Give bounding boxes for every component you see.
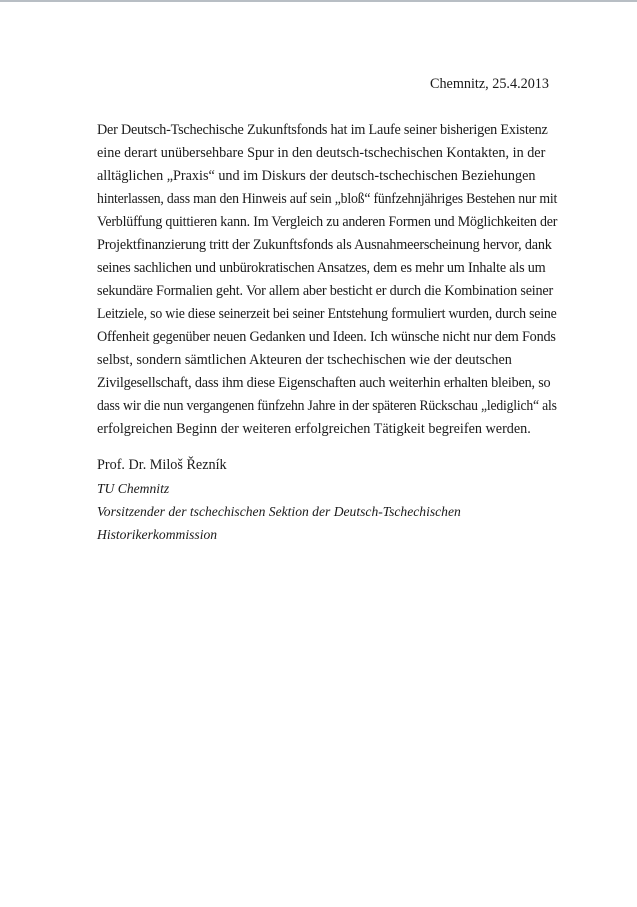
signatory-role-line-1: Vorsitzender der tschechischen Sektion der Deutsch-Tschechischen (97, 504, 461, 519)
paragraph-line: Zivilgesellschaft, dass ihm diese Eigenschaften auch weiterhin erhalten bleiben, so (97, 375, 551, 391)
paragraph-line: Offenheit gegenüber neuen Gedanken und Ideen. Ich wünsche nicht nur dem Fonds (97, 329, 556, 345)
paragraph-line: Projektfinanzierung tritt der Zukunftsfonds als Ausnahmeerscheinung hervor, dank (97, 237, 552, 253)
paragraph-line: sekundäre Formalien geht. Vor allem aber besticht er durch die Kombination seiner (97, 283, 554, 299)
paragraph-line: eine derart unübersehbare Spur in den deutsch-tschechischen Kontakten, in der (97, 145, 546, 161)
paragraph-line: Leitziele, so wie diese seinerzeit bei seiner Entstehung formuliert wurden, durch seine (97, 306, 557, 322)
signatory-name: Prof. Dr. Miloš Řezník (97, 457, 227, 473)
paragraph-line: erfolgreichen Beginn der weiteren erfolgreichen Tätigkeit begreifen werden. (97, 421, 531, 437)
paragraph-line: Verblüffung quittieren kann. Im Vergleich zu anderen Formen und Möglichkeiten der (97, 214, 558, 230)
signatory-institution: TU Chemnitz (97, 481, 170, 496)
letter-body-paragraph (97, 119, 557, 441)
paragraph-line: seines sachlichen und unbürokratischen Ansatzes, dem es mehr um Inhalte als um (97, 260, 546, 276)
paragraph-line: hinterlassen, dass man den Hinweis auf sein „bloß“ fünfzehnjähriges Bestehen nur mit (97, 191, 558, 207)
paragraph-line: Der Deutsch-Tschechische Zukunftsfonds hat im Laufe seiner bisherigen Existenz (97, 122, 548, 138)
paragraph-line: dass wir die nun vergangenen fünfzehn Jahre in der späteren Rückschau „lediglich“ als (97, 398, 557, 414)
signatory-role-line-2: Historikerkommission (97, 527, 218, 542)
paragraph-line: alltäglichen „Praxis“ und im Diskurs der deutsch-tschechischen Beziehungen (97, 168, 536, 184)
paragraph-line: selbst, sondern sämtlichen Akteuren der tschechischen wie der deutschen (97, 352, 512, 368)
signature-block (97, 454, 557, 546)
letter-date: Chemnitz, 25.4.2013 (429, 76, 549, 92)
